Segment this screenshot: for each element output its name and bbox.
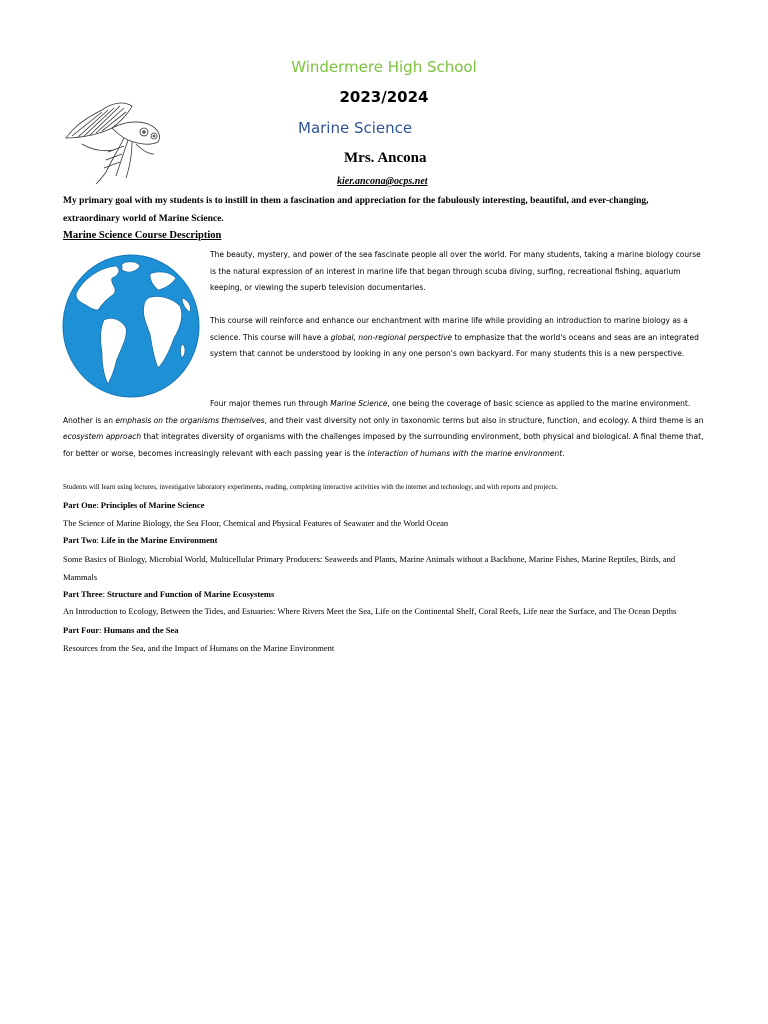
email-link[interactable]: kier.ancona@ocps.net — [337, 176, 428, 187]
learning-methods: Students will learn using lectures, investigative laboratory experiments, reading, completing interactive activities with the internet and technology, and with reports and projects. — [63, 483, 558, 491]
description-paragraph-3: Four major themes run through Marine Science, one being the coverage of basic science as applied to the marine environment. Another is an emphasis on the organisms themselves, and their vast diversity not only in taxonomic terms but also in structure, function, and ecology. A third theme is an ecosystem approach that integrates diversity of organisms with the challenges imposed by the surrounding environment, both physical and biological. A final theme that, for better or worse, becomes increasingly relevant with each passing year is the interaction of humans with the marine environment. — [63, 399, 704, 458]
part-four-heading: Part Four: Humans and the Sea — [63, 625, 179, 635]
part-three-topics: An Introduction to Ecology, Between the Tides, and Estuaries: Where Rivers Meet the Sea, Life on the Continental Shelf, Coral Reefs, Life near the Surface, and The Ocean Depths — [63, 606, 677, 616]
course-description-heading: Marine Science Course Description — [63, 230, 222, 241]
description-paragraph-2: This course will reinforce and enhance our enchantment with marine life while providing an introduction to marine biology as a science. This course will have a global, non-regional perspective to emphasize that the world's oceans and seas are an integrated system that cannot be understood by looking in any one person's own backyard. For many students this is a new perspective. — [210, 316, 699, 358]
part-four-topics: Resources from the Sea, and the Impact of Humans on the Marine Environment — [63, 643, 335, 653]
part-one-topics: The Science of Marine Biology, the Sea Floor, Chemical and Physical Features of Seawater and the World Ocean — [63, 518, 449, 528]
fossil-illustration — [62, 94, 168, 186]
part-two-heading: Part Two: Life in the Marine Environment — [63, 535, 218, 545]
part-three-heading: Part Three: Structure and Function of Marine Ecosystems — [63, 589, 275, 599]
teacher-name: Mrs. Ancona — [344, 150, 427, 166]
course-subject: Marine Science — [298, 119, 413, 137]
globe-illustration — [62, 254, 200, 398]
intro-goal: My primary goal with my students is to instill in them a fascination and appreciation for the fabulously interesting, beautiful, and ever-changing, extraordinary world of Marine Science. — [63, 196, 649, 224]
school-title: Windermere High School — [291, 58, 477, 76]
part-one-heading: Part One: Principles of Marine Science — [63, 500, 205, 510]
description-paragraph-1: The beauty, mystery, and power of the sea fascinate people all over the world. For many students, taking a marine biology course is the natural expression of an interest in marine life that began through scuba diving, surfing, recreational fishing, aquarium keeping, or viewing the superb television documentaries. — [210, 250, 701, 292]
part-two-topics: Some Basics of Biology, Microbial World, Multicellular Primary Producers: Seaweeds and Plants, Marine Animals without a Backbone, Marine Fishes, Marine Reptiles, Birds, and Mammals — [63, 554, 676, 582]
school-year: 2023/2024 — [339, 88, 429, 106]
